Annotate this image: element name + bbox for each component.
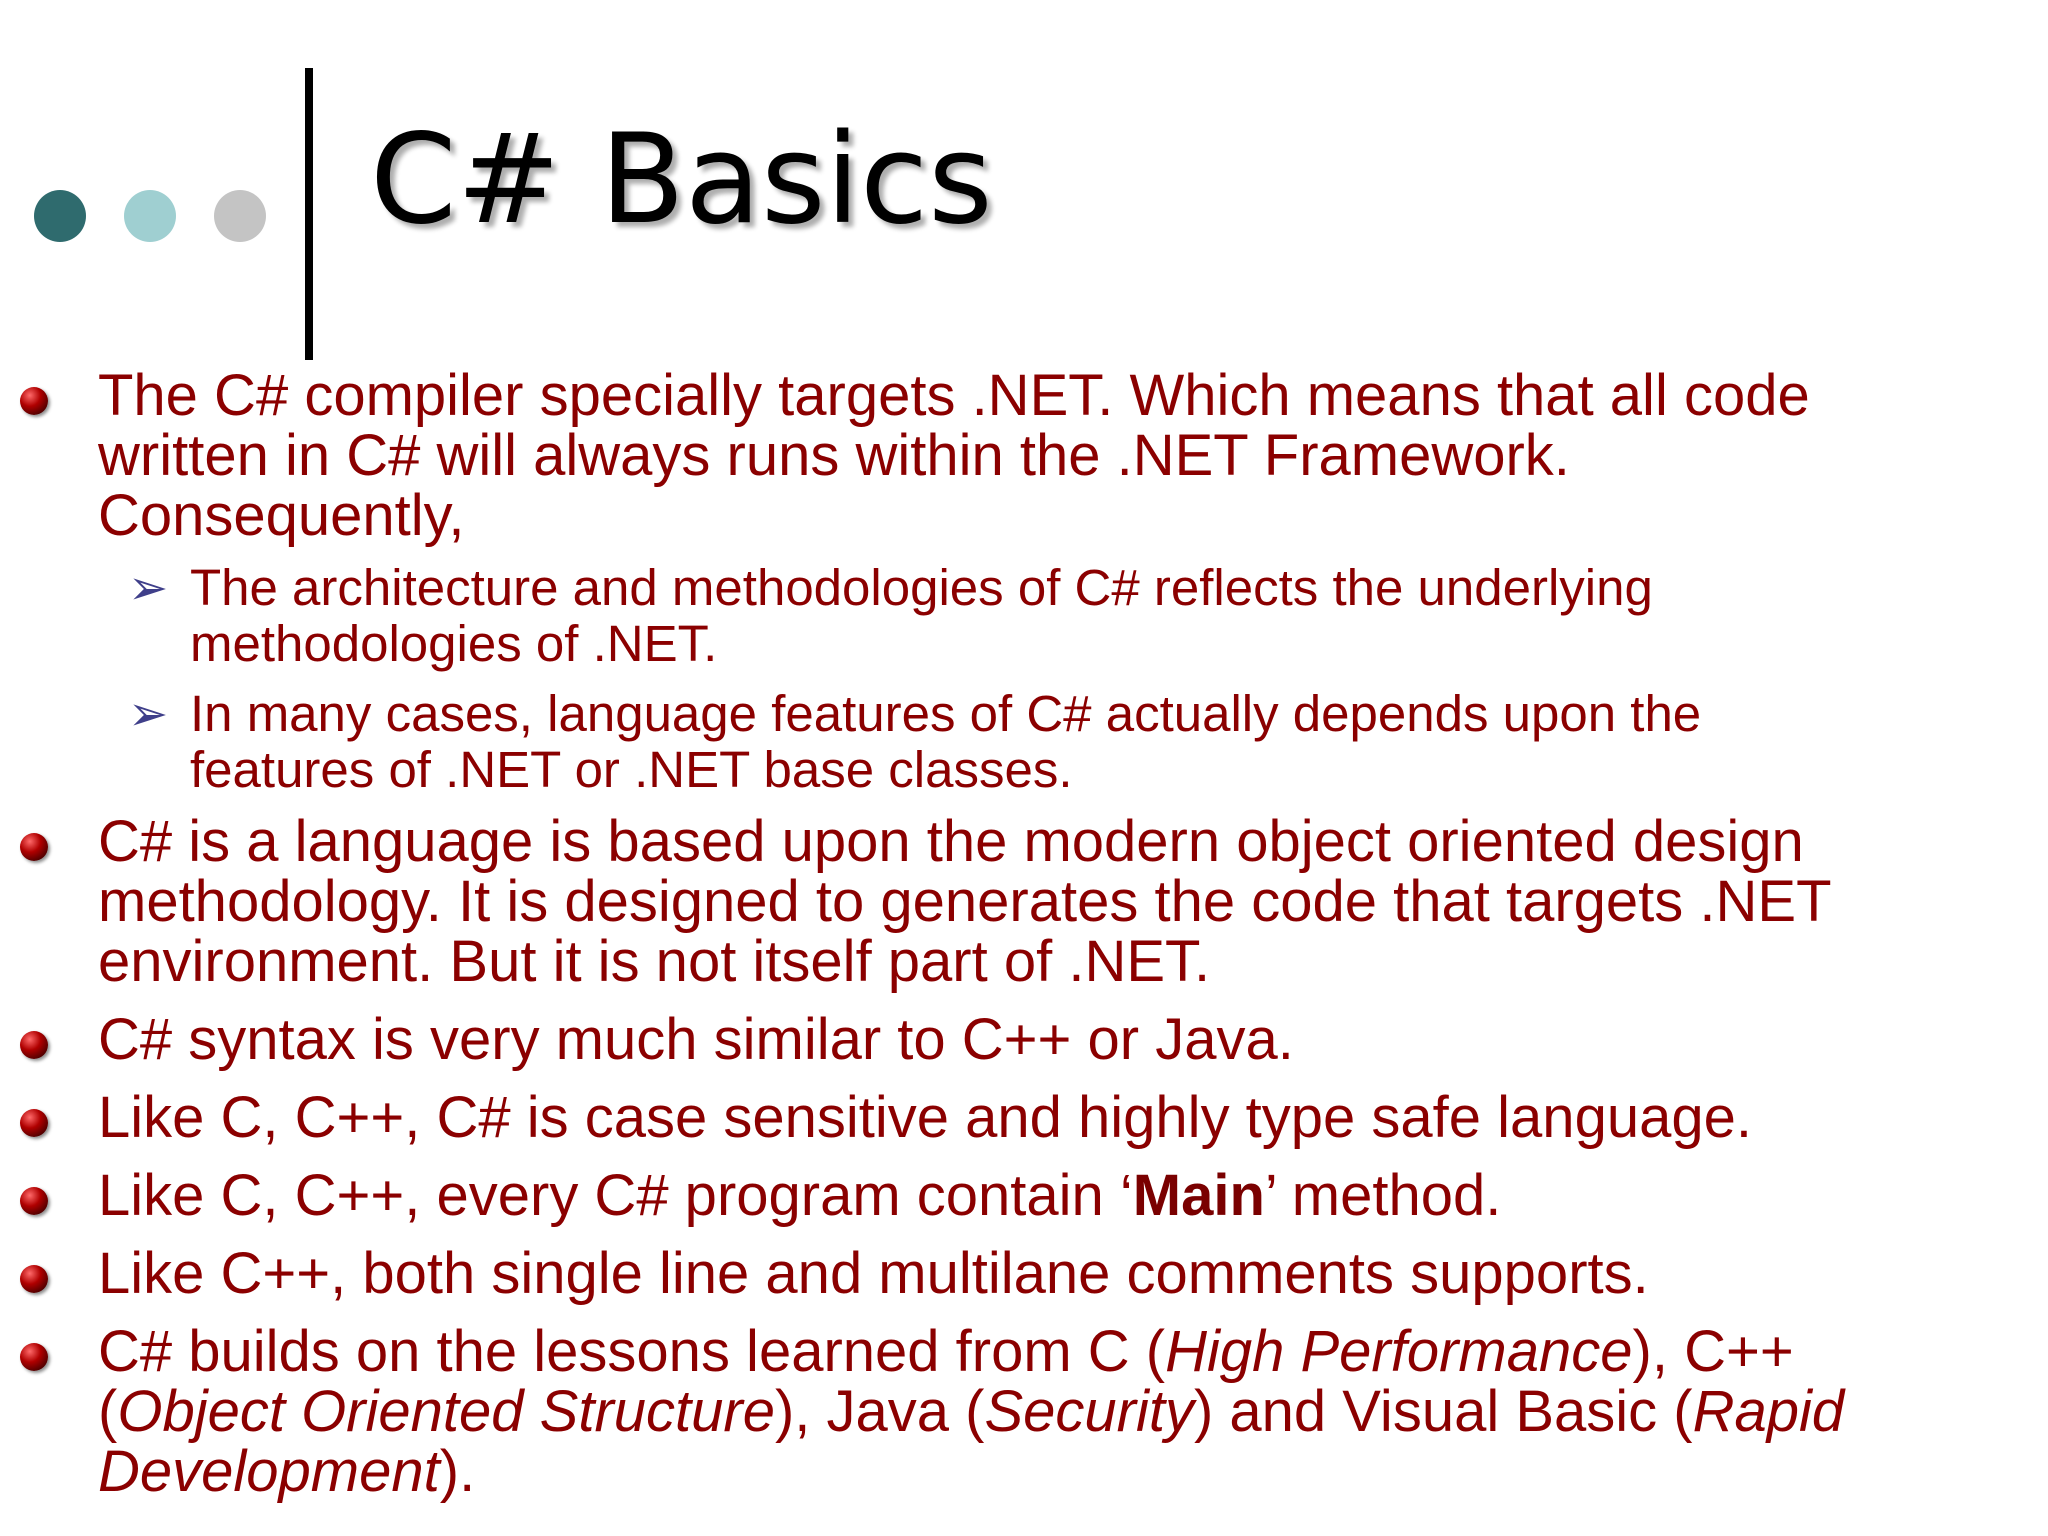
bullet-item xyxy=(0,1085,2048,1150)
slide-title: C# Basics xyxy=(370,108,993,252)
bullet-marker xyxy=(20,833,48,861)
bullet-line: Development). xyxy=(98,1439,476,1504)
title-divider xyxy=(305,68,313,360)
bullet-item xyxy=(0,809,2048,994)
bullet-marker xyxy=(20,1109,48,1137)
arrow-bullet-icon: ➢ xyxy=(128,560,169,616)
arrow-bullet-icon: ➢ xyxy=(128,686,169,742)
slide-body xyxy=(0,363,2048,1504)
sub-bullet-line: In many cases, language features of C# actually depends upon the xyxy=(190,685,1702,742)
bullet-item xyxy=(0,363,2048,548)
bullet-marker xyxy=(20,1265,48,1293)
dot-light-teal xyxy=(124,190,176,242)
sub-bullet-line: methodologies of .NET. xyxy=(190,615,718,672)
sub-bullet-line: The architecture and methodologies of C# reflects the underlying xyxy=(190,559,1653,616)
bullet-line: Like C, C++, C# is case sensitive and highly type safe language. xyxy=(98,1085,1752,1150)
bullet-line: C# builds on the lessons learned from C (High Performance), C++ xyxy=(98,1319,1794,1384)
header-dots xyxy=(34,190,266,242)
sub-bullet-line: features of .NET or .NET base classes. xyxy=(190,741,1073,798)
bullet-line: methodology. It is designed to generates the code that targets .NET xyxy=(98,869,1832,934)
bullet-marker xyxy=(20,1031,48,1059)
bullet-line: Like C++, both single line and multilane comments supports. xyxy=(98,1241,1649,1306)
bullet-line: Consequently, xyxy=(98,483,465,548)
bullet-line: environment. But it is not itself part of .NET. xyxy=(98,929,1211,994)
bullet-line: written in C# will always runs within the .NET Framework. xyxy=(98,423,1570,488)
bullet-line: Like C, C++, every C# program contain ‘Main’ method. xyxy=(98,1163,1502,1228)
dot-gray xyxy=(214,190,266,242)
bullet-marker xyxy=(20,1187,48,1215)
bullet-marker xyxy=(20,387,48,415)
main-keyword: Main xyxy=(1132,1163,1265,1228)
dot-dark-teal xyxy=(34,190,86,242)
bullet-item xyxy=(0,1241,2048,1306)
bullet-line: C# syntax is very much similar to C++ or Java. xyxy=(98,1007,1294,1072)
bullet-line: The C# compiler specially targets .NET. Which means that all code xyxy=(98,363,1810,428)
sub-bullet-item xyxy=(0,560,2048,672)
bullet-item xyxy=(0,1007,2048,1072)
bullet-marker xyxy=(20,1343,48,1371)
bullet-line: C# is a language is based upon the modern object oriented design xyxy=(98,809,1804,874)
sub-bullet-item xyxy=(0,686,2048,798)
bullet-item xyxy=(0,1319,2048,1504)
bullet-item xyxy=(0,1163,2048,1228)
bullet-line: (Object Oriented Structure), Java (Security) and Visual Basic (Rapid xyxy=(98,1379,1845,1444)
